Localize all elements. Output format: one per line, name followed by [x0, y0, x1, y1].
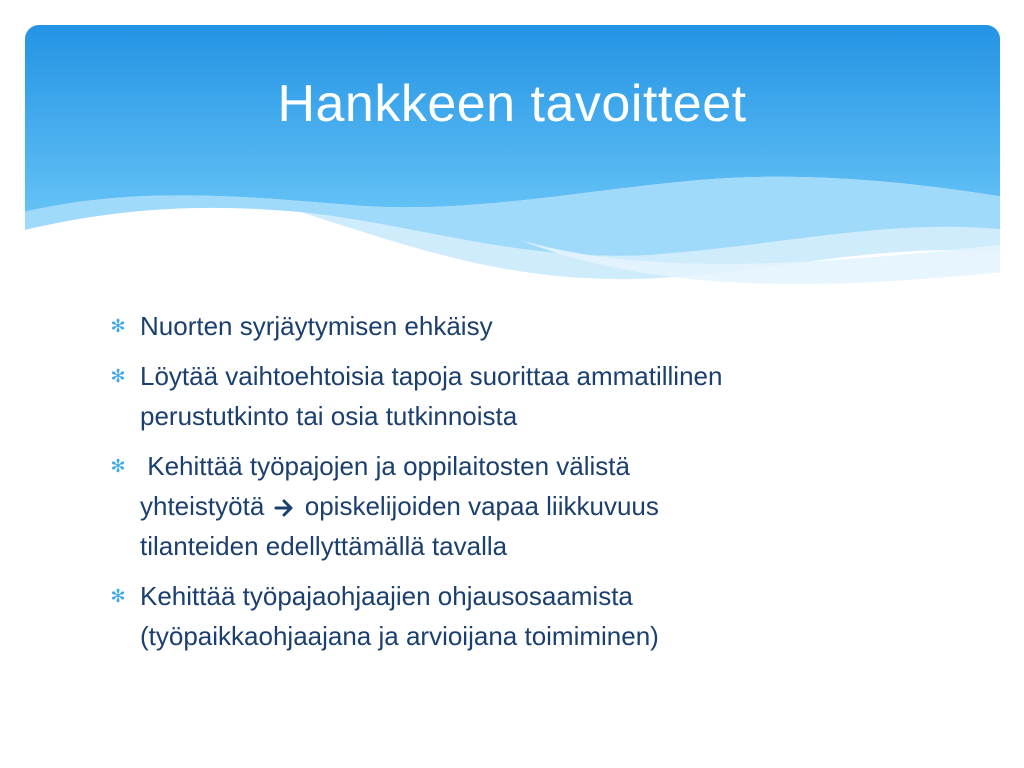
bullet-list	[108, 306, 908, 666]
bullet-text: Kehittää työpajaohjaajien ohjausosaamista	[140, 581, 633, 611]
bullet-text: tilanteiden edellyttämällä tavalla	[140, 531, 508, 561]
bullet-item	[108, 576, 908, 656]
bullet-text: perustutkinto tai osia tutkinnoista	[140, 401, 518, 431]
slide-title: Hankkeen tavoitteet	[277, 75, 747, 133]
bullet-text: (työpaikkaohjaajana ja arvioijana toimiminen)	[140, 621, 659, 651]
asterisk-bullet-icon: ✻	[110, 316, 126, 336]
bullet-text: Nuorten syrjäytymisen ehkäisy	[140, 311, 493, 341]
bullet-item	[108, 306, 908, 346]
bullet-item	[108, 356, 908, 436]
asterisk-bullet-icon: ✻	[110, 456, 126, 476]
asterisk-bullet-icon: ✻	[110, 366, 126, 386]
bullet-text: yhteistyötä	[140, 491, 265, 521]
right-arrow-icon	[274, 498, 296, 518]
asterisk-bullet-icon: ✻	[110, 586, 126, 606]
bullet-text: Kehittää työpajojen ja oppilaitosten välistä	[140, 451, 630, 481]
bullet-text-line	[140, 486, 908, 526]
bullet-item	[108, 446, 908, 566]
bullet-text: opiskelijoiden vapaa liikkuvuus	[304, 491, 659, 521]
bullet-text: Löytää vaihtoehtoisia tapoja suorittaa ammatillinen	[140, 361, 723, 391]
header-wave-background	[0, 0, 1024, 300]
